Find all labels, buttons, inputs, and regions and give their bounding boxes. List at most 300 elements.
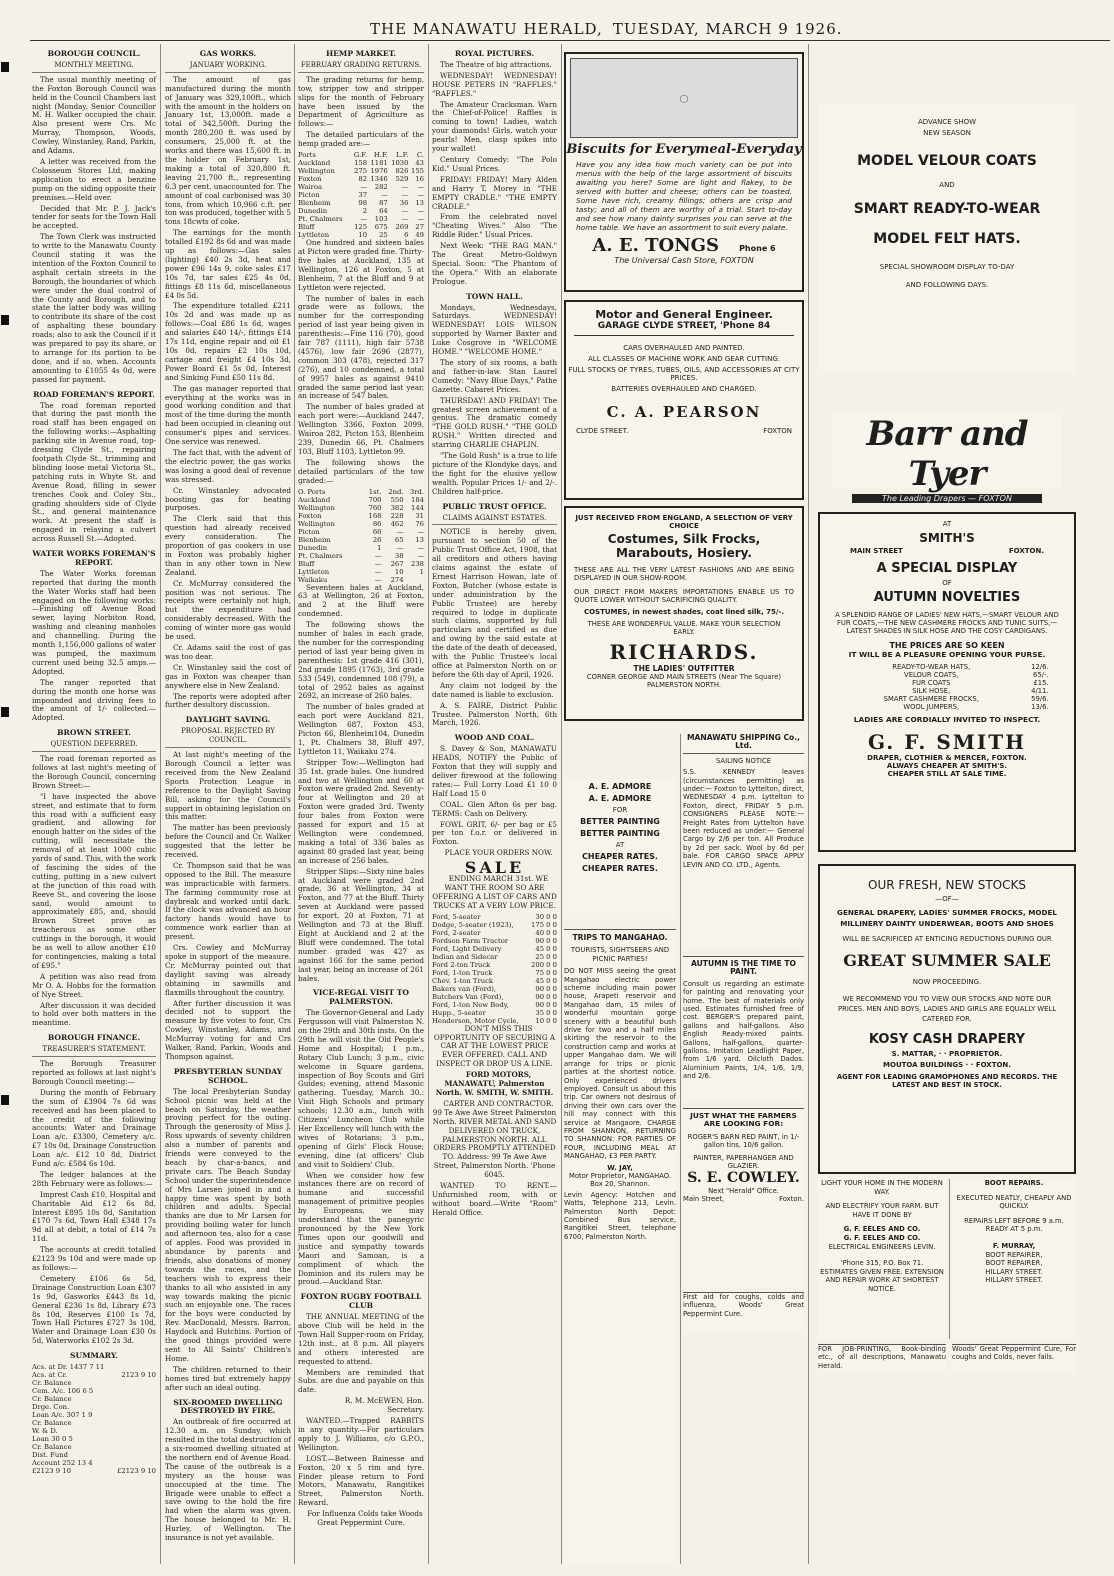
table-cell: Lyttleton [298, 567, 330, 576]
paragraph: Cemetery £106 6s 5d, Drainage Construction Loan £307 1s 9d, Gasworks £443 8s 1d, General £236 1s 8d, Library £73 8s 10d, Reserves £100 1s 7d, Town Hall Pictures £727 3s 10d, Water and Drainage Loan £30 0s 5d, Waterworks £102 2s 3d. [32, 1273, 156, 1346]
boots-line: HILLARY STREET. [985, 1267, 1043, 1276]
biscuits-phone: Phone 6 [739, 244, 776, 253]
paragraph: The story of six rooms, a bath and father-in-law. Stan Laurel Comedy: "Navy Blue Days," Pathe Gazette. Cabaret Prices. [432, 358, 557, 394]
table-cell [113, 1419, 156, 1427]
table-cell: O. Ports [298, 487, 326, 496]
boots-line: F. MURRAY, [992, 1241, 1036, 1250]
table-row [32, 1395, 156, 1403]
motor-line: CARS OVERHAULED AND PAINTED. [623, 344, 745, 352]
table-row [32, 1451, 156, 1459]
column-1 [32, 44, 156, 1564]
motor-street: CLYDE STREET. [576, 427, 629, 435]
paragraph: The Clerk said that this question had already received every consideration. The proportion of gas cookers in use in Foxton was probably higher than in any other town in New Zealand. [165, 514, 291, 577]
table-cell: — [401, 215, 409, 224]
table-cell: 37 [358, 191, 368, 200]
headline: DAYLIGHT SAVING. [185, 715, 271, 725]
table-cell: 826 [395, 167, 409, 176]
table-cell: — [360, 183, 368, 192]
table-header [298, 488, 424, 496]
paragraph: R. M. McEWEN, Hon. Secretary. [344, 1396, 424, 1415]
table-row [298, 504, 424, 512]
paragraph: The grading returns for hemp, tow, stripper tow and stripper slips for the month of February have been issued by the Department of Agriculture as follows:— [298, 74, 424, 129]
paragraph: One hundred and sixteen bales at Picton were graded fine. Thirty-five bales at Auckland, 135 at Wellington, 126 at Foxton, 5 at Blenheim, 7 at the Bluff and 9 at Lyttleton were rejected. [298, 238, 424, 292]
smith-line: DRAPER, CLOTHIER & MERCER, FOXTON. [867, 754, 1027, 762]
paragraph: Members are reminded that Subs. are due and payable on this date. [298, 1367, 424, 1395]
table-cell: 10 0 0 [535, 1016, 557, 1025]
paragraph: From the celebrated novel "Cheating Wives." Also "The Riddle Rider." Usual Prices. [432, 212, 557, 240]
cowley-street: Main Street, [683, 1195, 725, 1204]
velour-line: ADVANCE SHOW [917, 118, 977, 126]
eeles-line: LIGHT YOUR HOME IN THE MODERN WAY. [821, 1179, 943, 1196]
paragraph: "I have inspected the above street, and estimate that to form this road with a sufficient easy gradient, and allowing for enough batter on the sides of the cutting, will necessitate the removal of at least 1000 cubic yards of sand. This, with the work of fascining the sides of the cutting, putting in a new culvert at the junction of this road with Reeve St., and covering the loose sand, would amount to approximately £85, and, should Brown Street prove as treacherous as some other cuttings in the borough, it would be as well to allow another £10 for contingencies, making a total of £95." [32, 791, 156, 970]
table-cell: — [401, 207, 409, 216]
paragraph: The Theatre of big attractions. [440, 59, 552, 69]
table-cell: Dunedin [298, 207, 328, 216]
kosy-line: NOW PROCEEDING. [912, 978, 982, 986]
subheadline: TREASURER'S STATEMENT. [32, 1045, 156, 1057]
paragraph: The fact that, with the advent of the electric power, the gas works was losing a good deal of revenue was stressed. [165, 447, 291, 484]
table-cell: 82 [358, 175, 368, 184]
table-row [432, 977, 557, 985]
table-cell: 36 [399, 199, 409, 208]
column-rule [949, 1179, 950, 1339]
table-row [298, 207, 424, 215]
motor-subtitle: GARAGE CLYDE STREET, 'Phone 84 [574, 321, 794, 336]
richards-line: JUST RECEIVED FROM ENGLAND, A SELECTION OF VERY CHOICE [575, 514, 793, 530]
paragraph: The road foreman reported that during the past month the road staff has been engaged on the following works:—Asphalting parking site in Avenue road, top-dressing Clyde St., repairing footpath Clyde St., trimming and blinding loose metal Victoria St., patching ruts in Whyte St. and Avenue Road, filling in sewer trenches Cook and Coley Sts., grading shoulders side of Clyde St., and general maintenance work. At present the staff is engaged in relaying a culvert across Russell St.—Adopted. [32, 400, 156, 544]
table-cell: Auckland [298, 159, 331, 168]
table-row [32, 1387, 156, 1395]
headline: HEMP MARKET. [325, 49, 397, 58]
paragraph: The reports were adopted after further desultory discussion. [165, 691, 291, 710]
smith-line: LADIES ARE CORDIALLY INVITED TO INSPECT. [853, 715, 1041, 724]
cowley-town: Foxton. [779, 1195, 804, 1204]
paragraph: The Town Clerk was instructed to write to the Manawatu County Council stating it was the intention of the Foxton Council to asphalt certain streets in the Borough, the boundaries of which were under the dual control of the County and Borough, and to state the latter body was willing to contribute its share of the cost of asphalting these boundary roads; also to ask the Council if it was prepared to pay its share, or to arrange for its portion to be done, and if so, when. Accounts amounting to £1055 4s 0d, were passed for payment. [32, 232, 156, 384]
headline: PUBLIC TRUST OFFICE. [442, 501, 547, 511]
paragraph: S. Davey & Son, MANAWATU HEADS, NOTIFY the Public of Foxton that they will supply and deliver firewood at the following rates:— Full Lorry Load £1 10 0 Half Load 15 0 [432, 744, 557, 798]
table-row [298, 560, 424, 568]
table-cell: Waikaku [298, 575, 328, 584]
table-cell: 238 [411, 559, 424, 568]
table-row [298, 528, 424, 536]
table-cell: 269 [395, 223, 409, 232]
table-cell: Loan A/c. 307 1 9 [32, 1411, 93, 1420]
table-row [298, 167, 424, 175]
table-cell: Acs. at Dr. 1437 7 11 [32, 1363, 105, 1372]
hemp-table [298, 151, 424, 239]
table-cell: 2 [362, 207, 368, 216]
table-cell: 2123 9 10 [121, 1371, 156, 1380]
admore-line: AT [615, 841, 625, 849]
table-row [432, 929, 557, 937]
paragraph: The road foreman reported as follows at last night's meeting of the Borough Council, concerning Brown Street:— [32, 754, 156, 790]
column-rule [160, 44, 161, 1564]
table-cell [113, 1435, 156, 1443]
paragraph: THURSDAY! AND FRIDAY! The greatest screen achievement of a genius. The dramatic comedy "THE GOLD RUSH." "THE GOLD RUSH." Written directed and starring CHARLIE CHAPLIN. [432, 395, 557, 450]
smith-town: FOXTON. [1008, 547, 1044, 555]
paragraph: PLACE YOUR ORDERS NOW. [444, 848, 553, 858]
table-cell: 760 [368, 503, 382, 512]
kosy-line: WE RECOMMEND YOU TO VIEW OUR STOCKS AND NOTE OUR PRICES. MEN AND BOYS, LADIES AND GIRLS ARE EQUALLY WELL CATERED FOR. [838, 995, 1056, 1023]
subheadline: JANUARY WORKING. [165, 61, 291, 73]
motor-line: FULL STOCKS OF TYRES, TUBES, OILS, AND ACCESSORIES AT CITY PRICES. [568, 366, 800, 382]
motor-title: Motor and General Engineer. [595, 308, 773, 321]
paragraph: The Water Works foreman reported that during the month the Water Works staff had been engaged on the following works:—Finishing off Avenue Road sewer, laying Norbiton Road, washing and cleaning manholes and channelling. During the month 1,156,000 gallons of water was pumped, the maximum current used being 32.5 amps.—Adopted. [32, 568, 156, 676]
paragraph: "The Gold Rush" is a true to life picture of the Klondyke days, and the fight for the elusive yellow wealth. Popular Prices 1/- and 2/-. Children half-price. [432, 451, 557, 496]
table-cell: 86 [372, 519, 382, 528]
shipping-ad [683, 734, 804, 949]
kosy-sale: GREAT SUMMER SALE [843, 951, 1051, 970]
richards-marabouts: Marabouts, Hosiery. [616, 546, 752, 560]
table-row [298, 175, 424, 183]
table-cell: 30 0 0 [535, 912, 557, 921]
table-cell: 529 [395, 175, 409, 184]
woods-cure-ad: Woods' Great Peppermint Cure, For coughs and Colds, never fails. [952, 1344, 1076, 1374]
column-rule [808, 44, 809, 1564]
table-cell: H.F. [373, 151, 388, 160]
column-2 [165, 44, 291, 1564]
paragraph: A petition was also read from Mr O. A. Hobbs for the formation of Nye Street. [32, 971, 156, 999]
table-cell: Picton [298, 191, 320, 200]
table-cell: — [374, 551, 382, 560]
paragraph: The Borough Treasurer reported as follows at last night's Borough Council meeting:— [32, 1059, 156, 1086]
table-cell: 45 0 0 [535, 944, 557, 953]
trips-title: TRIPS TO MANGAHAO. [564, 929, 676, 942]
table-row [298, 536, 424, 544]
table-cell [113, 1379, 156, 1387]
table-cell: 66 [372, 527, 382, 536]
paragraph: Decided that Mr. P. J. Jack's tender for seats for the Town Hall be accepted. [32, 203, 156, 231]
richards-costumes: Costumes, Silk Frocks, [607, 532, 761, 546]
table-cell: — [374, 559, 382, 568]
table-cell: Drge. Con. [32, 1403, 70, 1412]
table-cell: 550 [390, 495, 404, 504]
table-cell: — [401, 183, 409, 192]
table-cell: 98 [358, 199, 368, 208]
column-rule [428, 44, 429, 1564]
table-cell: Cr. Balance [32, 1379, 72, 1388]
paragraph: The number of bales graded at each port were:—Auckland 2447, Wellington 3366, Foxton 2099, Wairoa 282, Picton 153, Blenheim 239, Dunedin 66, Pt. Chalmers 103, Bluff 1103, Lyttleton 99. [298, 402, 424, 456]
table-cell: 43 [415, 159, 424, 168]
smiths-ad [818, 512, 1076, 852]
paragraph: Crs. Cowley and McMurray spoke in support of the measure. Cr. McMurray pointed out that daylight saving was already obtaining in sawmills and flaxmills throughout the country. [165, 943, 291, 997]
table-cell: 382 [390, 503, 404, 512]
kosy-line: GENERAL DRAPERY, LADIES' SUMMER FROCKS, MODEL MILLINERY DAINTY UNDERWEAR, BOOTS AND SHOES [837, 908, 1057, 928]
table-cell: SILK HOSE, [912, 687, 951, 695]
headline: BOROUGH COUNCIL. [47, 49, 141, 58]
paragraph: FORD MOTORS, MANAWATU, Palmerston North. W. SMITH, W. SMITH. [435, 1070, 554, 1097]
margin-mark [1, 315, 9, 325]
smith-line: THE PRICES ARE SO KEEN [889, 641, 1005, 650]
table-cell: Acs. at Cr. [32, 1371, 68, 1380]
farmers-body: ROGER'S BARN RED PAINT, in 1/- gallon tins, 10/6 gallon. [687, 1132, 800, 1150]
richards-line: THESE ARE WONDERFUL VALUE. MAKE YOUR SELECTION EARLY. [587, 620, 781, 636]
table-row [432, 961, 557, 969]
table-cell [113, 1403, 156, 1411]
table-cell: 175 0 0 [531, 920, 557, 929]
table-cell: Ford 2-ton Truck [432, 960, 491, 969]
table-cell: Ports [298, 151, 316, 160]
motor-line: ALL CLASSES OF MACHINE WORK AND GEAR CUTTING. [588, 355, 780, 363]
table-cell: Bluff [298, 559, 315, 568]
trips-name: W. JAY, [607, 1163, 633, 1172]
table-cell [113, 1411, 156, 1419]
table-cell: — [360, 215, 368, 224]
paragraph: ENDING MARCH 31st. WE WANT THE ROOM SO ARE OFFERING A LIST OF CARS AND TRUCKS AT A VERY LOW PRICE. [432, 874, 557, 910]
table-cell: Cem. A/c. 106 6 5 [32, 1387, 94, 1396]
table-cell: WOOL JUMPERS, [903, 703, 960, 711]
table-cell: 1346 [370, 175, 388, 184]
table-row [432, 953, 557, 961]
table-row [32, 1411, 156, 1419]
biscuits-body: Have you any idea how much variety can be put into menus with the help of the large assortment of biscuits awaiting you here? Some are light and flakey, to be served with butter and cheese; others can be toasted. Some have rich, creamy fillings; others are crisp and tasty; and all of them are worthy of a trial. Start to-day and see how many dainty surprises you can serve at the home table. We have an assortment to suit every palate. [576, 160, 792, 232]
table-row [32, 1443, 156, 1451]
paragraph: The accounts at credit totalled £2123 9s 10d and were made up as follows:— [32, 1245, 156, 1272]
table-cell: 13/6. [1031, 703, 1049, 711]
masthead-title: THE MANAWATU HERALD, [370, 20, 603, 38]
table-row [32, 1435, 156, 1443]
table-row [32, 1363, 156, 1371]
table-cell: Blenheim [298, 199, 331, 208]
kosy-line: AGENT FOR LEADING GRAMOPHONES AND RECORDS. THE LATEST AND BEST IN STOCK. [836, 1073, 1058, 1089]
table-row [432, 921, 557, 929]
motor-line: BATTERIES OVERHAULED AND CHARGED. [611, 385, 757, 393]
paragraph: The usual monthly meeting of the Foxton Borough Council was held in the Council Chambers last night (Monday. Senior Councillor M. H. Walker occupied the chair. Also present were Crs. Mc Murray, Thompson, Woods, Cowley, Winstanley, Rand, Parkin, and Adams. [32, 74, 156, 156]
admore-line: BETTER PAINTING [580, 817, 660, 826]
table-row [298, 199, 424, 207]
headline: SIX-ROOMED DWELLING DESTROYED BY FIRE. [173, 1397, 283, 1416]
paragraph: Mondays, Wednesdays, Saturdays. WEDNESDAY! WEDNESDAY! LOIS WILSON supported by Warner Baxter and Luke Cosgrove in "WELCOME HOME." "WELCOME HOME." [432, 302, 557, 357]
table-cell: Cr. Balance [32, 1395, 72, 1404]
shipping-body: S.S. KENNEDY leaves (circumstances permitting) as under:— Foxton to Lyttelton, direct, WEDNESDAY 4 p.m. Lyttelton to Foxton, direct, FRIDAY 5 p.m. CONSIGNERS PLEASE NOTE:— Freight Rates from Lyttelton have been reduced as under:— General Cargo by 2/6 per ton. All Produce by 2d per sack. Wool by 6d per bale. FOR CARGO SPACE APPLY LEVIN AND CO. LTD., Agents. [683, 768, 804, 869]
table-row [32, 1467, 156, 1475]
column-3 [298, 44, 424, 1564]
tow-table [298, 488, 424, 584]
table-cell: 200 0 0 [531, 960, 557, 969]
paragraph: WEDNESDAY! WEDNESDAY! HOUSE PETERS IN "RAFFLES." "RAFFLES." [432, 70, 557, 98]
admore-line: CHEAPER RATES. [582, 852, 658, 861]
subheadline: CLAIMS AGAINST ESTATES. [432, 514, 557, 526]
richards-address: CORNER GEORGE AND MAIN STREETS (Near The Square) PALMERSTON NORTH. [586, 673, 782, 689]
table-cell: Bakers van (Ford), [432, 984, 497, 993]
paragraph: Imprest Cash £10, Hospital and Charitable Aid £12 6s 8d, Interest £895 10s 0d, Sanitation £170 7s 6d, Town Hall £348 17s 9d all at debit, a total of £14 7s 11d. [32, 1189, 156, 1244]
cowley-ad [683, 1108, 804, 1288]
table-cell: 168 [368, 511, 382, 520]
paragraph: COAL. Glen Afton 6s per bag. TERMS: Cash on Delivery. [432, 799, 557, 818]
table-row [845, 695, 1048, 703]
table-cell: £15. [1033, 679, 1049, 687]
paragraph: After discussion it was decided to hold over both matters in the meantime. [32, 1000, 156, 1028]
table-cell: Chev. 1-ton Truck [432, 976, 494, 985]
sale-headline: SALE [464, 858, 525, 878]
barr-tagline: The Leading Drapers — FOXTON [852, 494, 1042, 503]
headline: BOROUGH FINANCE. [47, 1033, 141, 1043]
table-cell: 31 [415, 511, 424, 520]
table-cell [113, 1395, 156, 1403]
motor-name: C. A. PEARSON [606, 403, 762, 421]
paragraph: The ledger balances at the 28th February were as follows:— [32, 1169, 156, 1188]
table-cell: L.F. [395, 151, 409, 160]
table-cell: 274 [390, 575, 404, 584]
paragraph: Any claim not lodged by the date named is liable to exclusion. [432, 680, 557, 699]
velour-line: AND [939, 181, 955, 189]
subheadline: QUESTION DEFERRED. [32, 740, 156, 752]
trips-box: Box 20, Shannon. [590, 1180, 650, 1189]
smith-line: CHEAPER STILL AT SALE TIME. [887, 770, 1007, 778]
paragraph: The following shows the detailed particulars of the tow graded:— [298, 457, 424, 485]
shipping-title: MANAWATU SHIPPING Co., Ltd. [683, 734, 804, 754]
paragraph: A letter was received from the Colosseum Stores Ltd, making application to erect a benzine pump on the siding opposite their premises.—Held over. [32, 156, 156, 202]
table-row [32, 1371, 156, 1379]
table-cell: Blenheim [298, 535, 331, 544]
table-row [32, 1459, 156, 1467]
kosy-line: WILL BE SACRIFICED AT ENTICING REDUCTIONS DURING OUR [842, 935, 1052, 943]
paragraph: The ranger reported that during the month one horse was impounded and driving fees to the amount of 1/- collected.—Adopted. [32, 677, 156, 723]
table-cell: 700 [368, 495, 382, 504]
admore-line: CHEAPER RATES. [582, 864, 658, 873]
paragraph: The detailed particulars of the hemp graded are:— [298, 130, 424, 149]
table-row [298, 183, 424, 191]
kosy-line: OUR FRESH, NEW STOCKS [868, 878, 1026, 892]
table-cell: 38 [394, 551, 404, 560]
table-cell: 13 [415, 199, 424, 208]
table-cell: Dunedin [298, 543, 328, 552]
table-row [298, 512, 424, 520]
table-cell: VELOUR COATS, [904, 671, 959, 679]
table-cell: 90 0 0 [535, 936, 557, 945]
table-cell: 184 [411, 495, 424, 504]
paragraph: After further discussion it was decided not to support the measure by five votes to four, Crs Cowley, Winstanley, Adams, and McMurray voting for and Crs Walker, Rand, Parkin, Woods and Thompson against. [165, 998, 291, 1061]
table-cell: SMART CASHMERE FROCKS, [883, 695, 979, 703]
paragraph: During the month of February the sum of £3904 7s 6d was received and has been placed to the credit of the following accounts: Water and Drainage Loan a/c. £3300, Cemetery a/c. £7 10s 0d, Drainage Construction Loan a/c. £12 10 8d, District Fund a/c. £584 6s 10d. [32, 1087, 156, 1169]
paragraph: The local Presbyterian Sunday School picnic was held at the beach on Saturday, the weather proving perfect for the outing. Through the generosity of Miss J. Ross upwards of seventy children also a number of parents and friends were conveyed to the beach by char-a-bancs, and private cars. The Beach Sunday School under the superintendence of Mrs Larsen joined in and a happy time was spent by both children and adults. Special thanks are due to Mr Larsen for providing boiling water for lunch and afternoon tea, also for a case of apples. Food was provided in abundance by parents and friends, also donations of money towards the races, and the teachers wish to express their thanks to all who assisted in any way towards making the picnic such an enjoyable one. The races for the boys were conducted by Rev. MacDonald, Messrs. Barron, Haydock and Hutchins. Portion of the good things provided were sent to All Saints' Children's Home. [165, 1086, 291, 1363]
table-cell: 2nd. [388, 487, 404, 496]
paragraph: At last night's meeting of the Borough Council a letter was received from the New Zealand Sports Protection League in reference to the Daylight Saving Bill, asking for the Council's support in obtaining legislation on this matter. [165, 750, 291, 822]
paragraph: The amount of gas manufactured during the month of January was 329,100ft., which with the amount in the holders on January 1st, 13,000ft. made a total of 342,500ft. During the month 280,200 ft. was used by consumers, 25,000 ft. at the works and there was 15,600 ft. in the holder on February 1st, making a total of 320,800 ft. leaving 21,700 ft., representing 6.3 per cent. unaccounted for. The amount of coal carbonised was 30 tons, from which 10,966 c.ft. per ton was produced, together with 5 tons 18cwts of coke. [165, 74, 291, 227]
table-cell: 1181 [370, 159, 388, 168]
headline: WOOD AND COAL. [454, 733, 535, 743]
cowley-name: S. E. COWLEY. [687, 1170, 800, 1187]
headline: SUMMARY. [70, 1351, 118, 1361]
velour-line: SPECIAL SHOWROOM DISPLAY TO-DAY [879, 263, 1015, 271]
table-cell: 90 0 0 [535, 1000, 557, 1009]
smith-at: AT [942, 520, 952, 528]
paragraph: The Governor-General and Lady Fergusson will visit Palmerston N. on the 29th and 30th insts. On the 29th he will visit the Old People's Home and Hospital; 1 p.m., Rotary Club Lunch; 3 p.m., civic welcome in Square gardens, inspection of Boy Scouts and Girl Guides; evening, attend Masonic gathering. Tuesday, March 30.: Visit High Schools and primary schools; 12.30 a.m., lunch with Citizens' Luncheon Club while Her Excellency will lunch with the wives of Rotarians; 3 p.m., opening of Girls' Flock House; evening, dine (at officers' Club and visit to Soldiers' Club. [298, 1008, 424, 1169]
table-cell [113, 1451, 156, 1459]
table-cell: — [417, 207, 424, 216]
paragraph: Cr. Winstanley said the cost of gas in Foxton was cheaper than anywhere else in New Zealand. [165, 662, 291, 690]
table-row [298, 544, 424, 552]
autumn-title: AUTUMN IS THE TIME TO PAINT. [683, 956, 804, 977]
eeles-ad [818, 1179, 946, 1339]
table-cell: 282 [374, 183, 388, 192]
eeles-line: ESTIMATES GIVEN FREE. EXTENSION AND REPAIR WORK AT SHORTEST NOTICE. [820, 1267, 944, 1293]
table-row [298, 552, 424, 560]
table-cell: Cr. Balance [32, 1419, 72, 1428]
admore-line: A. E. ADMORE [588, 782, 652, 791]
paragraph: CARTER AND CONTRACTOR. 99 Te Awe Awe Street Palmerston North. RIVER METAL AND SAND DELIVERED ON TRUCK, PALMERSTON NORTH. ALL ORDERS PROMPTLY ATTENDED TO. Address: 99 Te Awe Awe Street, Palmerston North. 'Phone 6045. [432, 1098, 557, 1180]
table-cell [113, 1459, 156, 1467]
table-cell: 462 [390, 519, 404, 528]
table-cell: 158 [354, 159, 368, 168]
table-cell: 90 0 0 [535, 984, 557, 993]
table-cell: Foxton [298, 175, 322, 184]
job-printing-ad: FOR JOB-PRINTING, Book-binding etc., of all descriptions, Manawatu Herald. [818, 1344, 946, 1374]
table-cell: — [417, 215, 424, 224]
table-row [32, 1427, 156, 1435]
table-cell: 6 [404, 231, 409, 240]
table-cell: 103 [374, 215, 388, 224]
shipping-subtitle: SAILING NOTICE [715, 756, 772, 765]
boot-repairs-ad [952, 1179, 1076, 1339]
table-cell: 49 [415, 231, 424, 240]
table-cell: 1 [419, 567, 424, 576]
table-cell: 35 0 0 [535, 1008, 557, 1017]
paragraph: Cr. Winstanley advocated boosting gas for heating purposes. [165, 485, 291, 513]
table-cell: 125 [354, 223, 368, 232]
boots-line: BOOT REPAIRER, [985, 1250, 1043, 1259]
column-rule [561, 44, 562, 1564]
richards-line: COSTUMES, in newest shades, coat lined silk, 75/-. [583, 608, 785, 616]
newspaper-page [32, 44, 1110, 1572]
table-cell: Loan 30 0 5 [32, 1435, 73, 1444]
boots-line: BOOT REPAIRER, [985, 1259, 1043, 1268]
subheadline: FEBRUARY GRADING RETURNS. [298, 61, 424, 73]
headline: WATER WORKS FOREMAN'S REPORT. [32, 549, 156, 567]
farmers-trade: PAINTER, PAPERHANGER AND GLAZIER. [693, 1153, 794, 1171]
table-cell: Ford, 1-ton Truck [432, 968, 493, 977]
table-cell [113, 1363, 156, 1371]
richards-tagline: THE LADIES' OUTFITTER [633, 664, 735, 673]
biscuits-tagline: The Universal Cash Store, FOXTON [614, 256, 754, 265]
boots-line: HILLARY STREET. [985, 1276, 1043, 1285]
table-cell: 12/6. [1031, 663, 1049, 671]
table-row [432, 993, 557, 1001]
table-cell: Henderson, Motor Cycle, [432, 1016, 519, 1025]
table-cell: 275 [354, 167, 368, 176]
boots-line: EXECUTED NEATLY, CHEAPLY AND QUICKLY. [956, 1193, 1072, 1211]
table-row [298, 520, 424, 528]
table-cell: Lyttleton [298, 231, 330, 240]
paragraph: Cr. McMurray considered the position was not serious. The receipts were certainly not high, but the expenditure had considerably decreased. With the coming of winter more gas would be used. [165, 578, 291, 642]
velour-line: MODEL VELOUR COATS [857, 153, 1037, 169]
table-cell: Fordson Farm Tractor [432, 936, 509, 945]
table-cell: Account 252 13 4 [32, 1459, 93, 1468]
barr-and-tyer-ad [832, 414, 1062, 503]
eeles-line: G. F. EELES AND CO. [843, 1225, 921, 1234]
boots-line: BOOT REPAIRS. [984, 1179, 1044, 1187]
paragraph: The matter has been previously before the Council and Cr. Walker suggested that the letter be received. [165, 823, 291, 860]
table-row [845, 663, 1048, 671]
cowley-next: Next "Herald" Office. [708, 1186, 779, 1195]
autumn-body: Consult us regarding an estimate for painting and renovating your home. The best of materials only used. Estimates furnished free of cost. BERGER'S prepared paint, gallons and half-gallons. Also English Ready-mixed paints. Gallons, half-gallons, quarter-gallons. Imitation Leadlight Paper, from 1/6 yard. Oilcloth Dados. Aluminium Paints, 1/4, 1/6, 1/9, and 2/6. [683, 979, 804, 1081]
table-cell: 144 [411, 503, 424, 512]
richards-name: RICHARDS. [609, 640, 759, 664]
table-cell: 75 0 0 [535, 968, 557, 977]
table-cell: Wairoa [298, 183, 323, 192]
table-cell: — [417, 183, 424, 192]
richards-ad [564, 506, 804, 721]
paragraph: Next Week: "THE RAG MAN." The Great Metro-Goldwyn Special. Soon: "The Phantom of the Opera." With an elaborate Prologue. [432, 241, 557, 286]
motor-town: FOXTON [763, 427, 792, 435]
paragraph: Stripper Slips:—Sixty nine bales at Auckland were graded 2nd grade, 36 at Wellington, 34 at Foxton, and 77 at the Bluff. Thirty seven at Auckland were passed for export, 20 at Foxton, 71 at Wellington and 73 at the Bluff. Eight at Auckland and 2 at the Bluff were condemned. The total number graded was 427 as against 166 for the same period last year, being an increase of 261 bales. [298, 866, 424, 983]
eeles-line: AND ELECTRIFY YOUR FARM. BUT HAVE IT DONE BY [825, 1202, 939, 1219]
table-row [32, 1403, 156, 1411]
table-cell: Dist. Fund [32, 1451, 68, 1460]
kosy-drapery-ad [818, 864, 1076, 1174]
smith-line: IT WILL BE A PLEASURE OPENING YOUR PURSE. [848, 650, 1046, 659]
table-cell: 10 [394, 567, 404, 576]
